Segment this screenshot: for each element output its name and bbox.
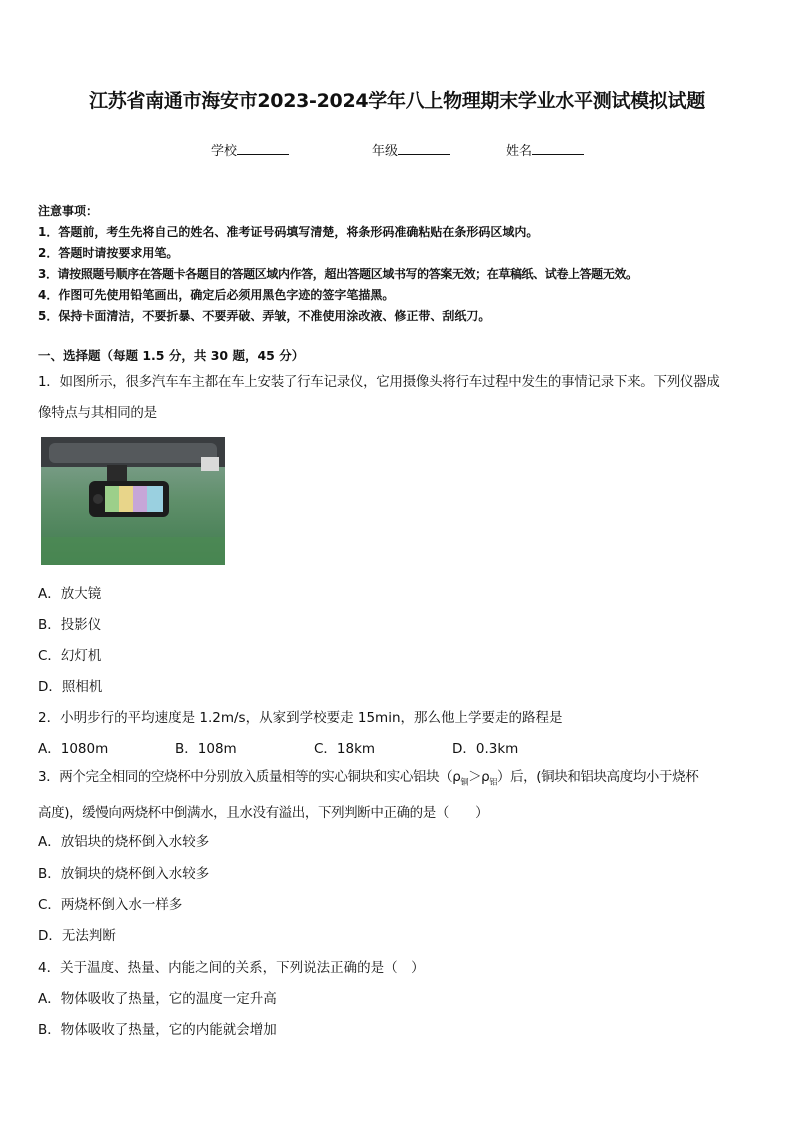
question-2-option-b[interactable]: B．108m	[175, 741, 237, 757]
question-2-option-d[interactable]: D．0.3km	[452, 741, 519, 757]
notice-heading: 注意事项：	[38, 204, 99, 218]
question-3-text	[38, 762, 698, 829]
dashcam-photo	[41, 437, 225, 565]
question-1-option-b[interactable]: B．投影仪	[38, 617, 102, 633]
question-1-line1: 1．如图所示，很多汽车车主都在车上安装了行车记录仪，它用摄像头将行车过程中发生的事情记录下来。下列仪器成	[38, 374, 720, 390]
school-field[interactable]	[211, 140, 289, 159]
name-label: 姓名	[506, 144, 533, 159]
notice-item: 5．保持卡面清洁，不要折暴、不要弄破、弄皱，不准使用涂改液、修正带、刮纸刀。	[38, 309, 491, 323]
student-info-row	[0, 140, 794, 160]
question-3-option-a[interactable]: A．放铝块的烧杯倒入水较多	[38, 834, 210, 850]
notice-item: 1．答题前，考生先将自己的姓名、准考证号码填写清楚，将条形码准确粘贴在条形码区域内。	[38, 225, 539, 239]
question-3-line1	[38, 762, 698, 798]
question-3-option-d[interactable]: D．无法判断	[38, 928, 116, 944]
grade-blank[interactable]	[398, 142, 450, 155]
notice-item: 4．作图可先使用铅笔画出，确定后必须用黑色字迹的签字笔描黑。	[38, 288, 395, 302]
question-3-line2: 高度)，缓慢向两烧杯中倒满水，且水没有溢出，下列判断中正确的是（ ）	[38, 804, 489, 821]
question-4-option-b[interactable]: B．物体吸收了热量，它的内能就会增加	[38, 1022, 277, 1038]
density-subscript-copper: 铜	[460, 777, 469, 787]
question-1-text	[38, 367, 720, 429]
grade-label: 年级	[372, 144, 399, 159]
question-2-option-a[interactable]: A．1080m	[38, 741, 109, 757]
school-label: 学校	[211, 144, 238, 159]
question-1-option-c[interactable]: C．幻灯机	[38, 648, 102, 664]
question-1-line2: 像特点与其相同的是	[38, 405, 157, 421]
dashcam-illustration	[41, 437, 225, 565]
name-field[interactable]	[506, 140, 584, 159]
notice-item: 3．请按照题号顺序在答题卡各题目的答题区域内作答，超出答题区域书写的答案无效；在草稿纸、试卷上答题无效。	[38, 267, 638, 281]
question-2-option-c[interactable]: C．18km	[314, 741, 376, 757]
question-1-option-a[interactable]: A．放大镜	[38, 586, 102, 602]
question-3-line1-end: ）后，(铜块和铝块高度均小于烧杯	[496, 769, 699, 785]
question-3-option-c[interactable]: C．两烧杯倒入水一样多	[38, 897, 183, 913]
exam-title: 江苏省南通市海安市2023-2024学年八上物理期末学业水平测试模拟试题	[89, 90, 705, 112]
question-4-option-a[interactable]: A．物体吸收了热量，它的温度一定升高	[38, 991, 277, 1007]
notice-block	[38, 201, 768, 327]
grade-field[interactable]	[372, 140, 450, 159]
density-subscript-aluminum: 铝	[489, 777, 497, 787]
question-3-option-b[interactable]: B．放铜块的烧杯倒入水较多	[38, 866, 210, 882]
question-3-line1-start: 3．两个完全相同的空烧杯中分别放入质量相等的实心铜块和实心铝块（ρ	[38, 769, 461, 785]
question-4-text: 4．关于温度、热量、内能之间的关系，下列说法正确的是（ ）	[38, 960, 425, 976]
density-comparison: ＞ρ	[468, 769, 490, 785]
question-2-text: 2．小明步行的平均速度是 1.2m/s，从家到学校要走 15min，那么他上学要走的路程是	[38, 710, 563, 726]
school-blank[interactable]	[237, 142, 289, 155]
question-1-option-d[interactable]: D．照相机	[38, 679, 103, 695]
notice-item: 2．答题时请按要求用笔。	[38, 246, 179, 260]
name-blank[interactable]	[532, 142, 584, 155]
section-title: 一、选择题（每题 1.5 分，共 30 题，45 分）	[38, 348, 305, 363]
